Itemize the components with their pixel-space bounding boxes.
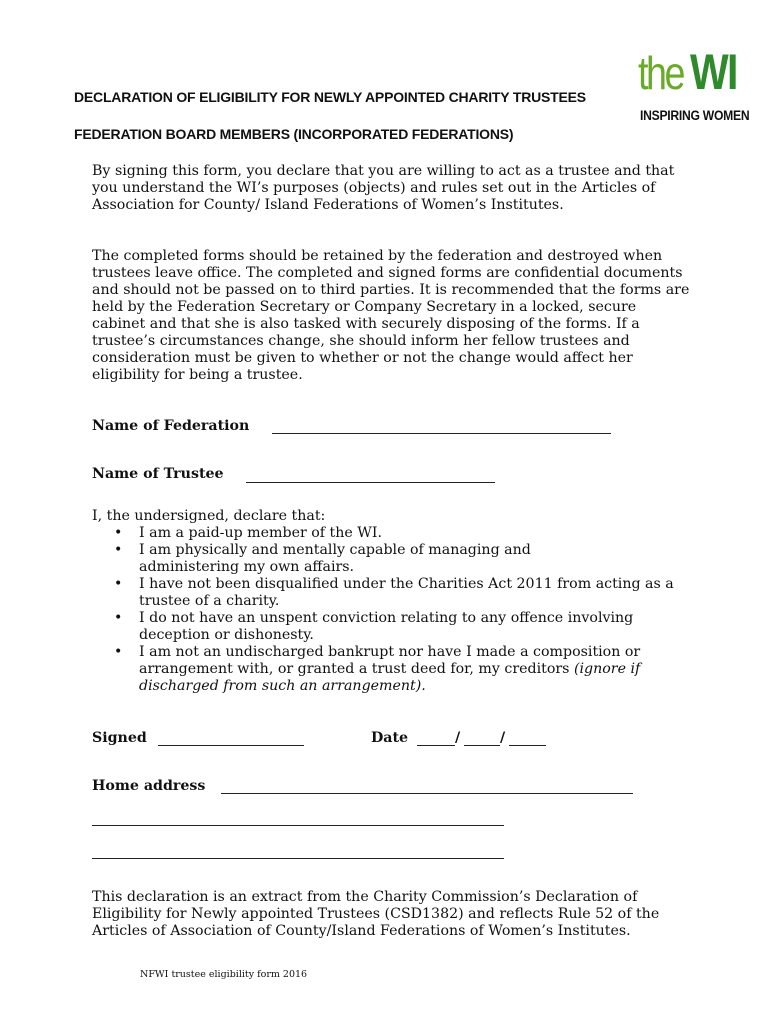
bullet-icon: •	[114, 542, 123, 558]
declaration-list	[92, 525, 692, 695]
bullet-icon: •	[114, 525, 123, 541]
declaration-section	[92, 508, 692, 695]
signed-label: Signed	[92, 730, 147, 746]
footer-text: NFWI trustee eligibility form 2016	[140, 969, 308, 980]
bullet-icon: •	[114, 576, 123, 592]
wi-logo	[638, 44, 750, 126]
date-label: Date	[371, 730, 409, 746]
address-line-1[interactable]	[221, 793, 633, 794]
date-year-line[interactable]	[509, 745, 546, 746]
trustee-input-line[interactable]	[246, 482, 495, 483]
federation-input-line[interactable]	[272, 433, 611, 434]
logo-the-text: the	[638, 47, 684, 99]
date-separator: /	[455, 730, 461, 746]
federation-label: Name of Federation	[92, 418, 250, 434]
date-month-line[interactable]	[464, 745, 500, 746]
declaration-item: • I am a paid-up member of the WI.	[114, 525, 383, 541]
retention-paragraph: The completed forms should be retained by the federation and destroyed when trustees leave office. The completed and signed forms are confidential documents and should not be passed on to third parties. It is recommended that the forms are held by the Federation Secretary or Company Secretary in a locked, secure cabinet and that she is also tasked with securely disposing of the forms. If a trustee’s circumstances change, she should inform her fellow trustees and consideration must be given to whether or not the change would affect her eligibility for being a trustee.	[92, 248, 690, 383]
address-line-3[interactable]	[92, 858, 504, 859]
declaration-item: • I am physically and mentally capable of managing and administering my own affairs.	[114, 542, 531, 575]
declaration-item: • I am not an undischarged bankrupt nor have I made a composition or arrangement with, or granted a trust deed for, my creditors (ignore if discharged from such an arrangement).	[114, 644, 641, 694]
address-label: Home address	[92, 778, 206, 794]
declaration-item: • I do not have an unspent conviction relating to any offence involving deception or dishonesty.	[114, 610, 634, 643]
date-separator: /	[500, 730, 506, 746]
bullet-icon: •	[114, 610, 123, 626]
closing-paragraph: This declaration is an extract from the Charity Commission’s Declaration of Eligibility for Newly appointed Trustees (CSD1382) and reflects Rule 52 of the Articles of Association of County/Island Federations of Women’s Institutes.	[92, 889, 660, 939]
declaration-note: (ignore if discharged from such an arrangement).	[139, 661, 641, 694]
logo-wi-text: WI	[690, 44, 737, 100]
bullet-icon: •	[114, 644, 123, 660]
signature-input-line[interactable]	[158, 745, 304, 746]
document-title: DECLARATION OF ELIGIBILITY FOR NEWLY APPOINTED CHARITY TRUSTEES	[74, 89, 586, 105]
declaration-item: • I have not been disqualified under the Charities Act 2011 from acting as a trustee of a charity.	[114, 576, 674, 609]
declaration-lead: I, the undersigned, declare that:	[92, 508, 326, 524]
address-line-2[interactable]	[92, 825, 504, 826]
logo-tagline: INSPIRING WOMEN	[640, 108, 750, 123]
document-subtitle: FEDERATION BOARD MEMBERS (INCORPORATED FEDERATIONS)	[74, 126, 514, 142]
intro-paragraph: By signing this form, you declare that you are willing to act as a trustee and that you understand the WI’s purposes (objects) and rules set out in the Articles of Association for County/ Island Federations of Women’s Institutes.	[92, 163, 675, 213]
date-day-line[interactable]	[417, 745, 455, 746]
trustee-label: Name of Trustee	[92, 466, 224, 482]
